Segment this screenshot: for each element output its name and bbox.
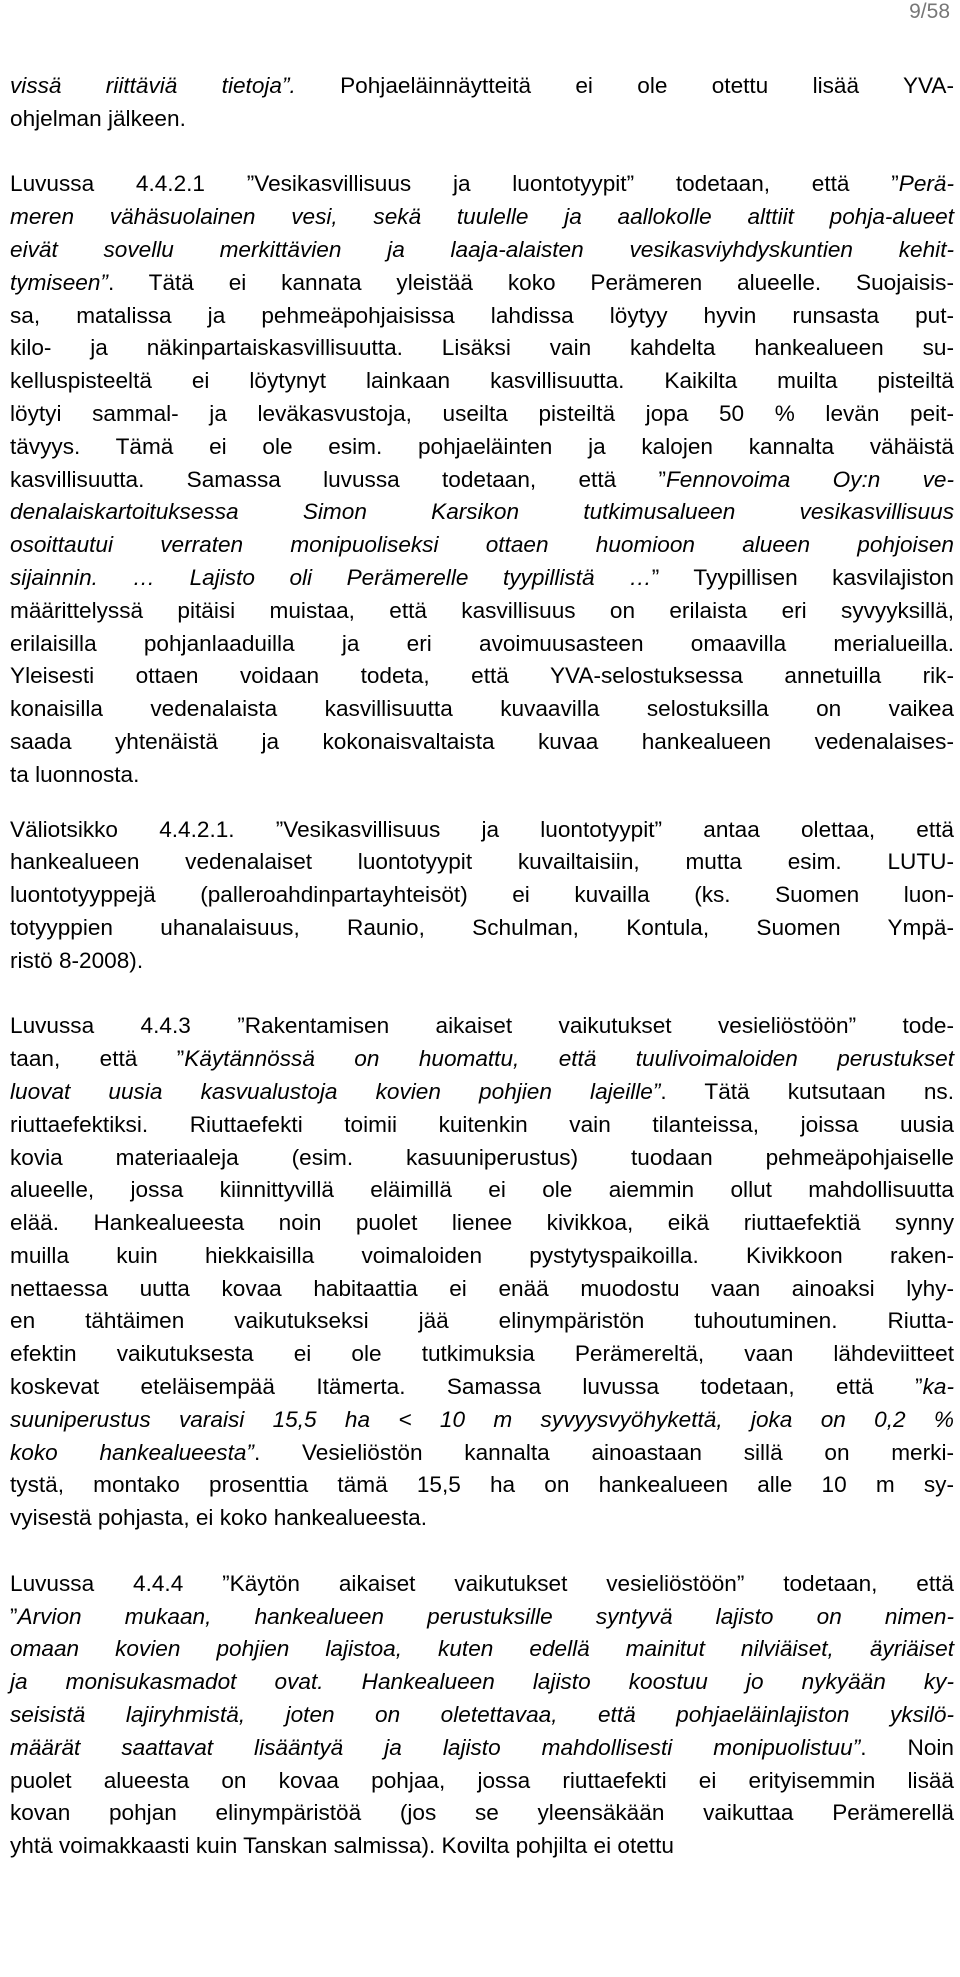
quoted-text: osoittautui verraten monipuoliseksi ottaen huomioon alueen pohjoisen bbox=[10, 532, 954, 558]
text-line bbox=[10, 759, 954, 792]
quoted-text: Perä- bbox=[898, 171, 954, 197]
body-text: tystä, montako prosenttia tämä 15,5 ha on hankealueen alle 10 m sy- bbox=[10, 1472, 954, 1498]
text-line bbox=[10, 1142, 954, 1175]
text-line bbox=[10, 1765, 954, 1798]
body-text: vyisestä pohjasta, ei koko hankealueesta. bbox=[10, 1505, 427, 1531]
body-text: hankealueen vedenalaiset luontotyypit kuvailtaisiin, mutta esim. LUTU- bbox=[10, 849, 954, 875]
text-line bbox=[10, 1469, 954, 1502]
text-line bbox=[10, 562, 954, 595]
text-line bbox=[10, 398, 954, 431]
body-text: . Tätä ei kannata yleistää koko Perämeren alueelle. Suojaisis- bbox=[107, 269, 954, 295]
text-line bbox=[10, 814, 954, 847]
text-line bbox=[10, 1797, 954, 1830]
quoted-text: omaan kovien pohjien lajistoa, kuten edellä mainitut nilviäiset, äyriäiset bbox=[10, 1636, 954, 1662]
quoted-text: suuniperustus varaisi 15,5 ha < 10 m syvyysvyöhykettä, joka on 0,2 % bbox=[10, 1406, 954, 1432]
text-line bbox=[10, 431, 954, 464]
text-line bbox=[10, 1732, 954, 1765]
quoted-text: tymiseen” bbox=[10, 269, 108, 295]
text-line bbox=[10, 912, 954, 945]
text-line bbox=[10, 1010, 954, 1043]
body-text: Pohjaeläinnäytteitä ei ole otettu lisää YVA- bbox=[295, 73, 955, 98]
quoted-text: seisistä lajiryhmistä, joten on oletettavaa, että pohjaeläinlajiston yksilö- bbox=[10, 1702, 954, 1728]
body-text: kasvillisuutta. Samassa luvussa todetaan, että ” bbox=[10, 466, 666, 492]
text-line bbox=[10, 693, 954, 726]
text-line bbox=[10, 1371, 954, 1404]
text-line bbox=[10, 300, 954, 333]
body-text: tävyys. Tämä ei ole esim. pohjaeläinten ja kalojen kannalta vähäistä bbox=[10, 433, 954, 459]
text-line bbox=[10, 595, 954, 628]
text-line bbox=[10, 726, 954, 759]
text-line bbox=[10, 201, 954, 234]
body-text: efektin vaikutuksesta ei ole tutkimuksia Perämereltä, vaan lähdeviitteet bbox=[10, 1341, 954, 1367]
quoted-text: koko hankealueesta” bbox=[10, 1439, 254, 1465]
text-line bbox=[10, 1633, 954, 1666]
text-line bbox=[10, 529, 954, 562]
text-line bbox=[10, 879, 954, 912]
quoted-text: denalaiskartoituksessa Simon Karsikon tutkimusalueen vesikasvillisuus bbox=[10, 499, 954, 525]
paragraph bbox=[10, 70, 954, 136]
body-text: riuttaefektiksi. Riuttaefekti toimii kuitenkin vain tilanteissa, joissa uusia bbox=[10, 1111, 954, 1137]
body-text: erilaisilla pohjanlaaduilla ja eri avoimuusasteen omaavilla merialueilla. bbox=[10, 630, 954, 656]
text-line bbox=[10, 1601, 954, 1634]
text-line bbox=[10, 332, 954, 365]
body-text: sa, matalissa ja pehmeäpohjaisissa lahdissa löytyy hyvin runsasta put- bbox=[10, 302, 954, 328]
quoted-text: Fennovoima Oy:n ve- bbox=[665, 466, 954, 492]
body-text: ” bbox=[10, 1603, 18, 1629]
body-text: ristö 8-2008). bbox=[10, 947, 144, 973]
text-line bbox=[10, 628, 954, 661]
body-text: Luvussa 4.4.3 ”Rakentamisen aikaiset vaikutukset vesieliöstöön” tode- bbox=[10, 1013, 954, 1039]
text-line bbox=[10, 1699, 954, 1732]
text-line bbox=[10, 1502, 954, 1535]
body-text: koskevat eteläisempää Itämerta. Samassa luvussa todetaan, että ” bbox=[10, 1374, 923, 1400]
quoted-text: vissä riittäviä tietoja”. bbox=[10, 73, 296, 98]
body-text: kovia materiaaleja (esim. kasuuniperustus) tuodaan pehmeäpohjaiselle bbox=[10, 1144, 954, 1170]
text-line bbox=[10, 1109, 954, 1142]
body-text: Luvussa 4.4.4 ”Käytön aikaiset vaikutukset vesieliöstöön” todetaan, että bbox=[10, 1570, 954, 1596]
quoted-text: ja monisukasmadot ovat. Hankealueen lajisto koostuu jo nykyään ky- bbox=[10, 1669, 954, 1695]
text-line bbox=[10, 267, 954, 300]
text-line bbox=[10, 496, 954, 529]
quoted-text: eivät sovellu merkittävien ja laaja-alaisten vesikasviyhdyskuntien kehit- bbox=[10, 236, 954, 262]
text-line bbox=[10, 464, 954, 497]
body-text: ta luonnosta. bbox=[10, 761, 140, 787]
quoted-text: määrät saattavat lisääntyä ja lajisto mahdollisesti monipuolistuu” bbox=[10, 1734, 861, 1760]
text-line bbox=[10, 365, 954, 398]
paragraph bbox=[10, 814, 954, 978]
quoted-text: meren vähäsuolainen vesi, sekä tuulelle ja aallokolle alttiit pohja-alueet bbox=[10, 204, 954, 230]
text-line bbox=[10, 1666, 954, 1699]
quoted-text: Käytännössä on huomattu, että tuulivoimaloiden perustukset bbox=[184, 1046, 954, 1072]
page-number: 9/58 bbox=[909, 0, 950, 23]
text-line bbox=[10, 1043, 954, 1076]
body-text: taan, että ” bbox=[10, 1046, 185, 1072]
text-line bbox=[10, 168, 954, 201]
text-line bbox=[10, 1174, 954, 1207]
paragraph bbox=[10, 1010, 954, 1535]
quoted-text: ka- bbox=[922, 1374, 954, 1400]
text-line bbox=[10, 846, 954, 879]
body-text: luontotyyppejä (palleroahdinpartayhteisöt) ei kuvailla (ks. Suomen luon- bbox=[10, 882, 954, 908]
quoted-text: sijainnin. … Lajisto oli Perämerelle tyypillistä … bbox=[10, 564, 652, 590]
text-line bbox=[10, 70, 954, 103]
document-body bbox=[10, 70, 954, 1863]
text-line bbox=[10, 234, 954, 267]
text-line bbox=[10, 1404, 954, 1437]
paragraph bbox=[10, 1568, 954, 1863]
body-text: yhtä voimakkaasti kuin Tanskan salmissa). Kovilta pohjilta ei otettu bbox=[10, 1833, 674, 1859]
text-line bbox=[10, 1240, 954, 1273]
body-text: puolet alueesta on kovaa pohjaa, jossa riuttaefekti ei erityisemmin lisää bbox=[10, 1767, 954, 1793]
body-text: ” Tyypillisen kasvilajiston bbox=[651, 564, 954, 590]
body-text: Yleisesti ottaen voidaan todeta, että YVA-selostuksessa annetuilla rik- bbox=[10, 663, 954, 689]
text-line bbox=[10, 103, 954, 136]
body-text: löytyi sammal- ja leväkasvustoja, useilta pisteiltä jopa 50 % levän peit- bbox=[10, 400, 954, 426]
text-line bbox=[10, 1338, 954, 1371]
text-line bbox=[10, 1830, 954, 1863]
body-text: Väliotsikko 4.4.2.1. ”Vesikasvillisuus ja luontotyypit” antaa olettaa, että bbox=[10, 816, 954, 842]
body-text: kelluspisteeltä ei löytynyt lainkaan kasvillisuutta. Kaikilta muilta pisteiltä bbox=[10, 368, 954, 394]
body-text: ohjelman jälkeen. bbox=[10, 105, 186, 131]
text-line bbox=[10, 1305, 954, 1338]
text-line bbox=[10, 1437, 954, 1470]
body-text: elää. Hankealueesta noin puolet lienee kivikkoa, eikä riuttaefektiä synny bbox=[10, 1210, 954, 1236]
text-line bbox=[10, 1207, 954, 1240]
body-text: totyyppien uhanalaisuus, Raunio, Schulman, Kontula, Suomen Ympä- bbox=[10, 914, 954, 940]
body-text: . Vesieliöstön kannalta ainoastaan sillä on merki- bbox=[253, 1439, 954, 1465]
text-line bbox=[10, 1273, 954, 1306]
body-text: . Tätä kutsutaan ns. bbox=[660, 1078, 954, 1104]
body-text: . Noin bbox=[860, 1734, 954, 1760]
body-text: alueelle, jossa kiinnittyvillä eläimillä ei ole aiemmin ollut mahdollisuutta bbox=[10, 1177, 954, 1203]
text-line bbox=[10, 945, 954, 978]
text-line bbox=[10, 1568, 954, 1601]
body-text: muilla kuin hiekkaisilla voimaloiden pystytyspaikoilla. Kivikkoon raken- bbox=[10, 1242, 954, 1268]
paragraph bbox=[10, 168, 954, 791]
body-text: kovan pohjan elinympäristöä (jos se yleensäkään vaikuttaa Perämerellä bbox=[10, 1800, 954, 1826]
body-text: saada yhtenäistä ja kokonaisvaltaista kuvaa hankealueen vedenalaises- bbox=[10, 728, 954, 754]
text-line bbox=[10, 660, 954, 693]
body-text: Luvussa 4.4.2.1 ”Vesikasvillisuus ja luontotyypit” todetaan, että ” bbox=[10, 171, 899, 197]
quoted-text: Arvion mukaan, hankealueen perustuksille syntyvä lajisto on nimen- bbox=[17, 1603, 954, 1629]
body-text: konaisilla vedenalaista kasvillisuutta kuvaavilla selostuksilla on vaikea bbox=[10, 696, 954, 722]
body-text: määrittelyssä pitäisi muistaa, että kasvillisuus on erilaista eri syvyyksillä, bbox=[10, 597, 954, 623]
text-line bbox=[10, 1076, 954, 1109]
body-text: kilo- ja näkinpartaiskasvillisuutta. Lisäksi vain kahdelta hankealueen su- bbox=[10, 335, 954, 361]
quoted-text: luovat uusia kasvualustoja kovien pohjien lajeille” bbox=[10, 1078, 661, 1104]
body-text: nettaessa uutta kovaa habitaattia ei enää muodostu vaan ainoaksi lyhy- bbox=[10, 1275, 954, 1301]
body-text: en tähtäimen vaikutukseksi jää elinympäristön tuhoutuminen. Riutta- bbox=[10, 1308, 954, 1334]
